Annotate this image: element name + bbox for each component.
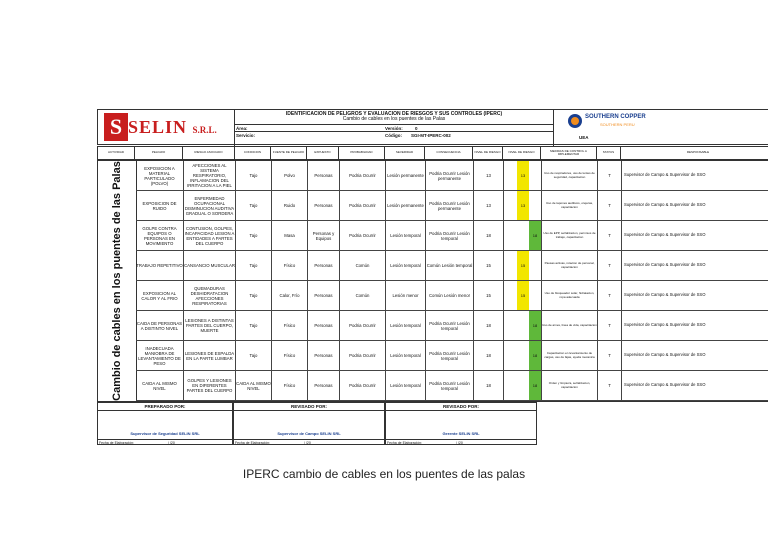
southern-copper-logo bbox=[568, 113, 718, 129]
cell-probabilidad: Podria Ocurrir bbox=[340, 371, 386, 400]
cell-probabilidad: Común bbox=[340, 281, 386, 310]
cell-fuente: Físico bbox=[272, 311, 308, 340]
col-actividad: ACTIVIDAD bbox=[97, 146, 135, 160]
cell-nivel: 13 bbox=[474, 191, 504, 220]
risk-color-value: 18 bbox=[532, 323, 538, 328]
prepared-label: PREPARADO POR: bbox=[98, 403, 232, 411]
cell-fuente: Polvo bbox=[272, 161, 308, 190]
col-expuesto: EXPUESTO bbox=[307, 146, 339, 160]
cell-severidad: Lesión temporal bbox=[386, 371, 426, 400]
cell-responsable: Supervisor de Campo & Supervisor de SSO bbox=[622, 311, 768, 340]
cell-condicion: CAIDA AL MISMO NIVEL bbox=[236, 371, 272, 400]
cell-severidad: Lesión permanente bbox=[386, 191, 426, 220]
cell-fuente: Ruido bbox=[272, 191, 308, 220]
col-nivel-color: NIVEL DE RIESGO bbox=[503, 146, 541, 160]
cell-medidas: Orden y limpieza, señalizacion, capacitacion bbox=[542, 371, 598, 400]
cell-status: T bbox=[598, 341, 622, 370]
cell-responsable: Supervisor de Campo & Supervisor de SSO bbox=[622, 281, 768, 310]
cell-riesgo: LESIONES A DISTINTAS PARTES DEL CUERPO, MUERTE bbox=[184, 311, 236, 340]
risk-level-indicator bbox=[504, 161, 542, 190]
reviewed-label: REVISADO POR: bbox=[234, 403, 384, 411]
cell-probabilidad: Común bbox=[340, 251, 386, 280]
cell-medidas: Uso de EPP, señalizacion, permisos de trabajo, capacitacion bbox=[542, 221, 598, 250]
cell-peligro: TRABAJO REPETITIVO bbox=[136, 251, 184, 280]
client-name: SOUTHERN COPPER bbox=[585, 114, 646, 120]
cell-status: T bbox=[598, 191, 622, 220]
cell-probabilidad: Podria Ocurrir bbox=[340, 161, 386, 190]
cell-severidad: Lesión temporal bbox=[386, 221, 426, 250]
cell-status: T bbox=[598, 311, 622, 340]
cell-medidas: Uso de arnes, linea de vida, capacitacion bbox=[542, 311, 598, 340]
cell-expuesto: Personas bbox=[308, 251, 340, 280]
cell-condicion: Tajo bbox=[236, 251, 272, 280]
cell-consecuencia: Común Lesión temporal bbox=[426, 251, 474, 280]
selin-logo-suffix: S.R.L. bbox=[192, 125, 217, 135]
prepared-date bbox=[98, 439, 232, 447]
version-value: 0 bbox=[415, 126, 418, 131]
document-title: IDENTIFICACION DE PELIGROS Y EVALUACION DE RIESGOS Y SUS CONTROLES (IPERC) bbox=[285, 111, 503, 117]
col-riesgo: RIESGO ASOCIADO bbox=[183, 146, 235, 160]
col-status: STATUS bbox=[597, 146, 621, 160]
cell-responsable: Supervisor de Campo & Supervisor de SSO bbox=[622, 161, 768, 190]
cell-severidad: Lesión temporal bbox=[386, 251, 426, 280]
cell-medidas: Uso de tapones auditivos, orejeras, capacitacion bbox=[542, 191, 598, 220]
table-row bbox=[136, 161, 768, 191]
cell-consecuencia: Podria Ocurrir Lesión temporal bbox=[426, 311, 474, 340]
cell-medidas: Uso de bloqueador solar, hidratacion, ropa adecuada bbox=[542, 281, 598, 310]
cell-condicion: Tajo bbox=[236, 221, 272, 250]
col-consecuencia: CONSECUENCIA bbox=[425, 146, 473, 160]
risk-level-indicator bbox=[504, 251, 542, 280]
cell-status: T bbox=[598, 371, 622, 400]
document-subtitle: Cambio de cables en los puentes de las Palas bbox=[342, 116, 446, 122]
cell-condicion: Tajo bbox=[236, 281, 272, 310]
risk-color-value: 15 bbox=[520, 293, 526, 298]
column-headers bbox=[97, 146, 768, 160]
col-nivel: NIVEL DE RIESGO bbox=[473, 146, 503, 160]
cell-peligro: INADECUADA MANIOBRA DE LEVANTAMIENTO DE PESO bbox=[136, 341, 184, 370]
reviewed-date bbox=[234, 439, 384, 447]
cell-nivel: 18 bbox=[474, 341, 504, 370]
document-header bbox=[97, 109, 768, 145]
approved-date-label: Fecha de Elaboración: bbox=[387, 441, 423, 445]
cell-fuente: Físico bbox=[272, 251, 308, 280]
cell-peligro: CAIDA AL MISMO NIVEL bbox=[136, 371, 184, 400]
client-subname: SOUTHERN PERU bbox=[600, 122, 635, 127]
col-condicion: CONDICION bbox=[235, 146, 271, 160]
col-peligro: PELIGRO bbox=[135, 146, 183, 160]
cell-nivel: 15 bbox=[474, 281, 504, 310]
cell-status: T bbox=[598, 281, 622, 310]
servicio-row bbox=[235, 131, 553, 139]
cell-fuente: Masa bbox=[272, 221, 308, 250]
table-row bbox=[136, 311, 768, 341]
document-caption: IPERC cambio de cables en los puentes de las palas bbox=[242, 467, 526, 481]
cell-peligro: EXPOSICION A MATERIAL PARTICULADO (POLVO) bbox=[136, 161, 184, 190]
cell-consecuencia: Podria Ocurrir Lesión permanente bbox=[426, 191, 474, 220]
cell-condicion: Tajo bbox=[236, 341, 272, 370]
reviewed-date-value: / /20 bbox=[304, 441, 311, 445]
reviewed-signatory: Supervisor de Campo SELIN SRL bbox=[277, 431, 341, 436]
risk-color-value: 18 bbox=[532, 383, 538, 388]
cell-condicion: Tajo bbox=[236, 191, 272, 220]
risk-level-indicator bbox=[504, 281, 542, 310]
cell-peligro: EXPOSICION DE RUIDO bbox=[136, 191, 184, 220]
reviewed-date-label: Fecha de Elaboración: bbox=[235, 441, 271, 445]
risk-color-value: 15 bbox=[520, 263, 526, 268]
cell-expuesto: Personas bbox=[308, 341, 340, 370]
cell-medidas: Uso de respiradores, uso de lentes de seguridad, capacitacion bbox=[542, 161, 598, 190]
cell-severidad: Lesión temporal bbox=[386, 311, 426, 340]
cell-riesgo: CANSANCIO MUSCULAR bbox=[184, 251, 236, 280]
risk-level-indicator bbox=[504, 311, 542, 340]
col-medidas: MEDIDAS DE CONTROL A IMPLEMENTAR bbox=[541, 146, 597, 160]
prepared-date-label: Fecha de Elaboración: bbox=[99, 441, 135, 445]
selin-logo bbox=[104, 113, 226, 141]
cell-medidas: Pausas activas, rotacion de personal, capacitacion bbox=[542, 251, 598, 280]
area-label: Área: bbox=[236, 126, 248, 131]
cell-expuesto: Personas bbox=[308, 161, 340, 190]
risk-color-value: 18 bbox=[532, 233, 538, 238]
selin-logo-text: SELIN bbox=[128, 117, 188, 137]
activity-text: Cambio de cables en los puentes de las Palas bbox=[111, 161, 123, 401]
cell-nivel: 15 bbox=[474, 251, 504, 280]
cell-status: T bbox=[598, 161, 622, 190]
cell-responsable: Supervisor de Campo & Supervisor de SSO bbox=[622, 341, 768, 370]
southern-copper-logo-icon bbox=[568, 114, 582, 128]
col-fuente: FUENTE DE PELIGRO bbox=[271, 146, 307, 160]
cell-expuesto: Personas bbox=[308, 311, 340, 340]
cell-peligro: GOLPE CONTRA EQUIPOS O PERSONAS EN MOVIMIENTO bbox=[136, 221, 184, 250]
version-label: Versión: bbox=[385, 126, 403, 131]
cell-fuente: Físico bbox=[272, 341, 308, 370]
cell-probabilidad: Podria Ocurrir bbox=[340, 191, 386, 220]
cell-condicion: Tajo bbox=[236, 161, 272, 190]
col-responsable: RESPONSABLE bbox=[621, 146, 768, 160]
risk-color-value: 13 bbox=[520, 203, 526, 208]
cell-probabilidad: Podria Ocurrir bbox=[340, 311, 386, 340]
codigo-label: Código: bbox=[385, 133, 402, 138]
cell-probabilidad: Podria Ocurrir bbox=[340, 341, 386, 370]
iperc-document bbox=[97, 109, 768, 445]
activity-cell bbox=[98, 161, 137, 401]
cell-nivel: 18 bbox=[474, 371, 504, 400]
cell-expuesto: Personas y Equipos bbox=[308, 221, 340, 250]
cell-probabilidad: Podria Ocurrir bbox=[340, 221, 386, 250]
cell-consecuencia: Común Lesión menor bbox=[426, 281, 474, 310]
cell-nivel: 18 bbox=[474, 221, 504, 250]
risk-level-indicator bbox=[504, 221, 542, 250]
cell-consecuencia: Podria Ocurrir Lesión temporal bbox=[426, 221, 474, 250]
cell-nivel: 13 bbox=[474, 161, 504, 190]
table-row bbox=[136, 221, 768, 251]
approved-block bbox=[385, 402, 537, 445]
risk-level-indicator bbox=[504, 371, 542, 400]
servicio-label: Servicio: bbox=[236, 133, 256, 138]
cell-severidad: Lesión menor bbox=[386, 281, 426, 310]
reviewed-block bbox=[233, 402, 385, 445]
table-row bbox=[136, 281, 768, 311]
hazard-table bbox=[97, 160, 768, 402]
cell-expuesto: Personas bbox=[308, 281, 340, 310]
approved-date bbox=[386, 439, 536, 447]
cell-medidas: Capacitacion en levantamiento de cargas, uso de fajas, ayuda mecanica bbox=[542, 341, 598, 370]
cell-consecuencia: Podria Ocurrir Lesión temporal bbox=[426, 371, 474, 400]
cell-status: T bbox=[598, 221, 622, 250]
cell-peligro: CAIDA DE PERSONAS A DISTINTO NIVEL bbox=[136, 311, 184, 340]
cell-riesgo: GOLPES Y LESIONES EN DIFERENTES PARTES DEL CUERPO bbox=[184, 371, 236, 400]
cell-riesgo: CONTUSION, GOLPES, INCAPACIDAD LESION A ENTIDADES A PARTES DEL CUERPO bbox=[184, 221, 236, 250]
cell-riesgo: QUEMADURAS DESHIDRATACION AFECCIONES RESPIRATORIAS bbox=[184, 281, 236, 310]
col-probabilidad: PROBABILIDAD bbox=[339, 146, 385, 160]
cell-consecuencia: Podria Ocurrir Lesión permanente bbox=[426, 161, 474, 190]
codigo-value: SGI-MT-IPERC-002 bbox=[411, 133, 451, 138]
table-row bbox=[136, 341, 768, 371]
selin-logo-mark-icon: S bbox=[104, 113, 128, 141]
header-title-block bbox=[234, 110, 554, 146]
cell-consecuencia: Podria Ocurrir Lesión temporal bbox=[426, 341, 474, 370]
cell-severidad: Lesión temporal bbox=[386, 341, 426, 370]
cell-status: T bbox=[598, 251, 622, 280]
prepared-signatory: Supervisor de Seguridad SELIN SRL bbox=[130, 431, 200, 436]
cell-fuente: Calor, Frío bbox=[272, 281, 308, 310]
table-row bbox=[136, 371, 768, 401]
table-row bbox=[136, 251, 768, 281]
cell-riesgo: ENFERMEDAD OCUPACIONAL DISMINUCION AUDITIVA GRADUAL O SORDERA bbox=[184, 191, 236, 220]
cell-riesgo: LESIONES DE ESPALDA EN LA PARTE LUMBAR bbox=[184, 341, 236, 370]
cell-severidad: Lesión permanente bbox=[386, 161, 426, 190]
approved-label: REVISADO POR: bbox=[386, 403, 536, 411]
risk-level-indicator bbox=[504, 191, 542, 220]
risk-color-value: 13 bbox=[520, 173, 526, 178]
approved-date-value: / /20 bbox=[456, 441, 463, 445]
cell-responsable: Supervisor de Campo & Supervisor de SSO bbox=[622, 371, 768, 400]
cell-responsable: Supervisor de Campo & Supervisor de SSO bbox=[622, 221, 768, 250]
risk-color-value: 18 bbox=[532, 353, 538, 358]
uea-label: UEA bbox=[579, 135, 589, 140]
prepared-block bbox=[97, 402, 233, 445]
cell-peligro: EXPOSICION AL CALOR Y AL FRIO bbox=[136, 281, 184, 310]
cell-nivel: 18 bbox=[474, 311, 504, 340]
approved-signatory: Gerente SELIN SRL bbox=[442, 431, 480, 436]
signature-footer bbox=[97, 402, 768, 445]
cell-condicion: Tajo bbox=[236, 311, 272, 340]
cell-riesgo: AFECCIONES AL SISTEMA RESPIRATORIO, INFLAMACION DEL IRRITACION A LA PIEL bbox=[184, 161, 236, 190]
cell-responsable: Supervisor de Campo & Supervisor de SSO bbox=[622, 251, 768, 280]
prepared-date-value: / /20 bbox=[168, 441, 175, 445]
risk-level-indicator bbox=[504, 341, 542, 370]
table-row bbox=[136, 191, 768, 221]
cell-expuesto: Personas bbox=[308, 191, 340, 220]
col-severidad: SEVERIDAD bbox=[385, 146, 425, 160]
cell-responsable: Supervisor de Campo & Supervisor de SSO bbox=[622, 191, 768, 220]
cell-fuente: Físico bbox=[272, 371, 308, 400]
cell-expuesto: Personas bbox=[308, 371, 340, 400]
